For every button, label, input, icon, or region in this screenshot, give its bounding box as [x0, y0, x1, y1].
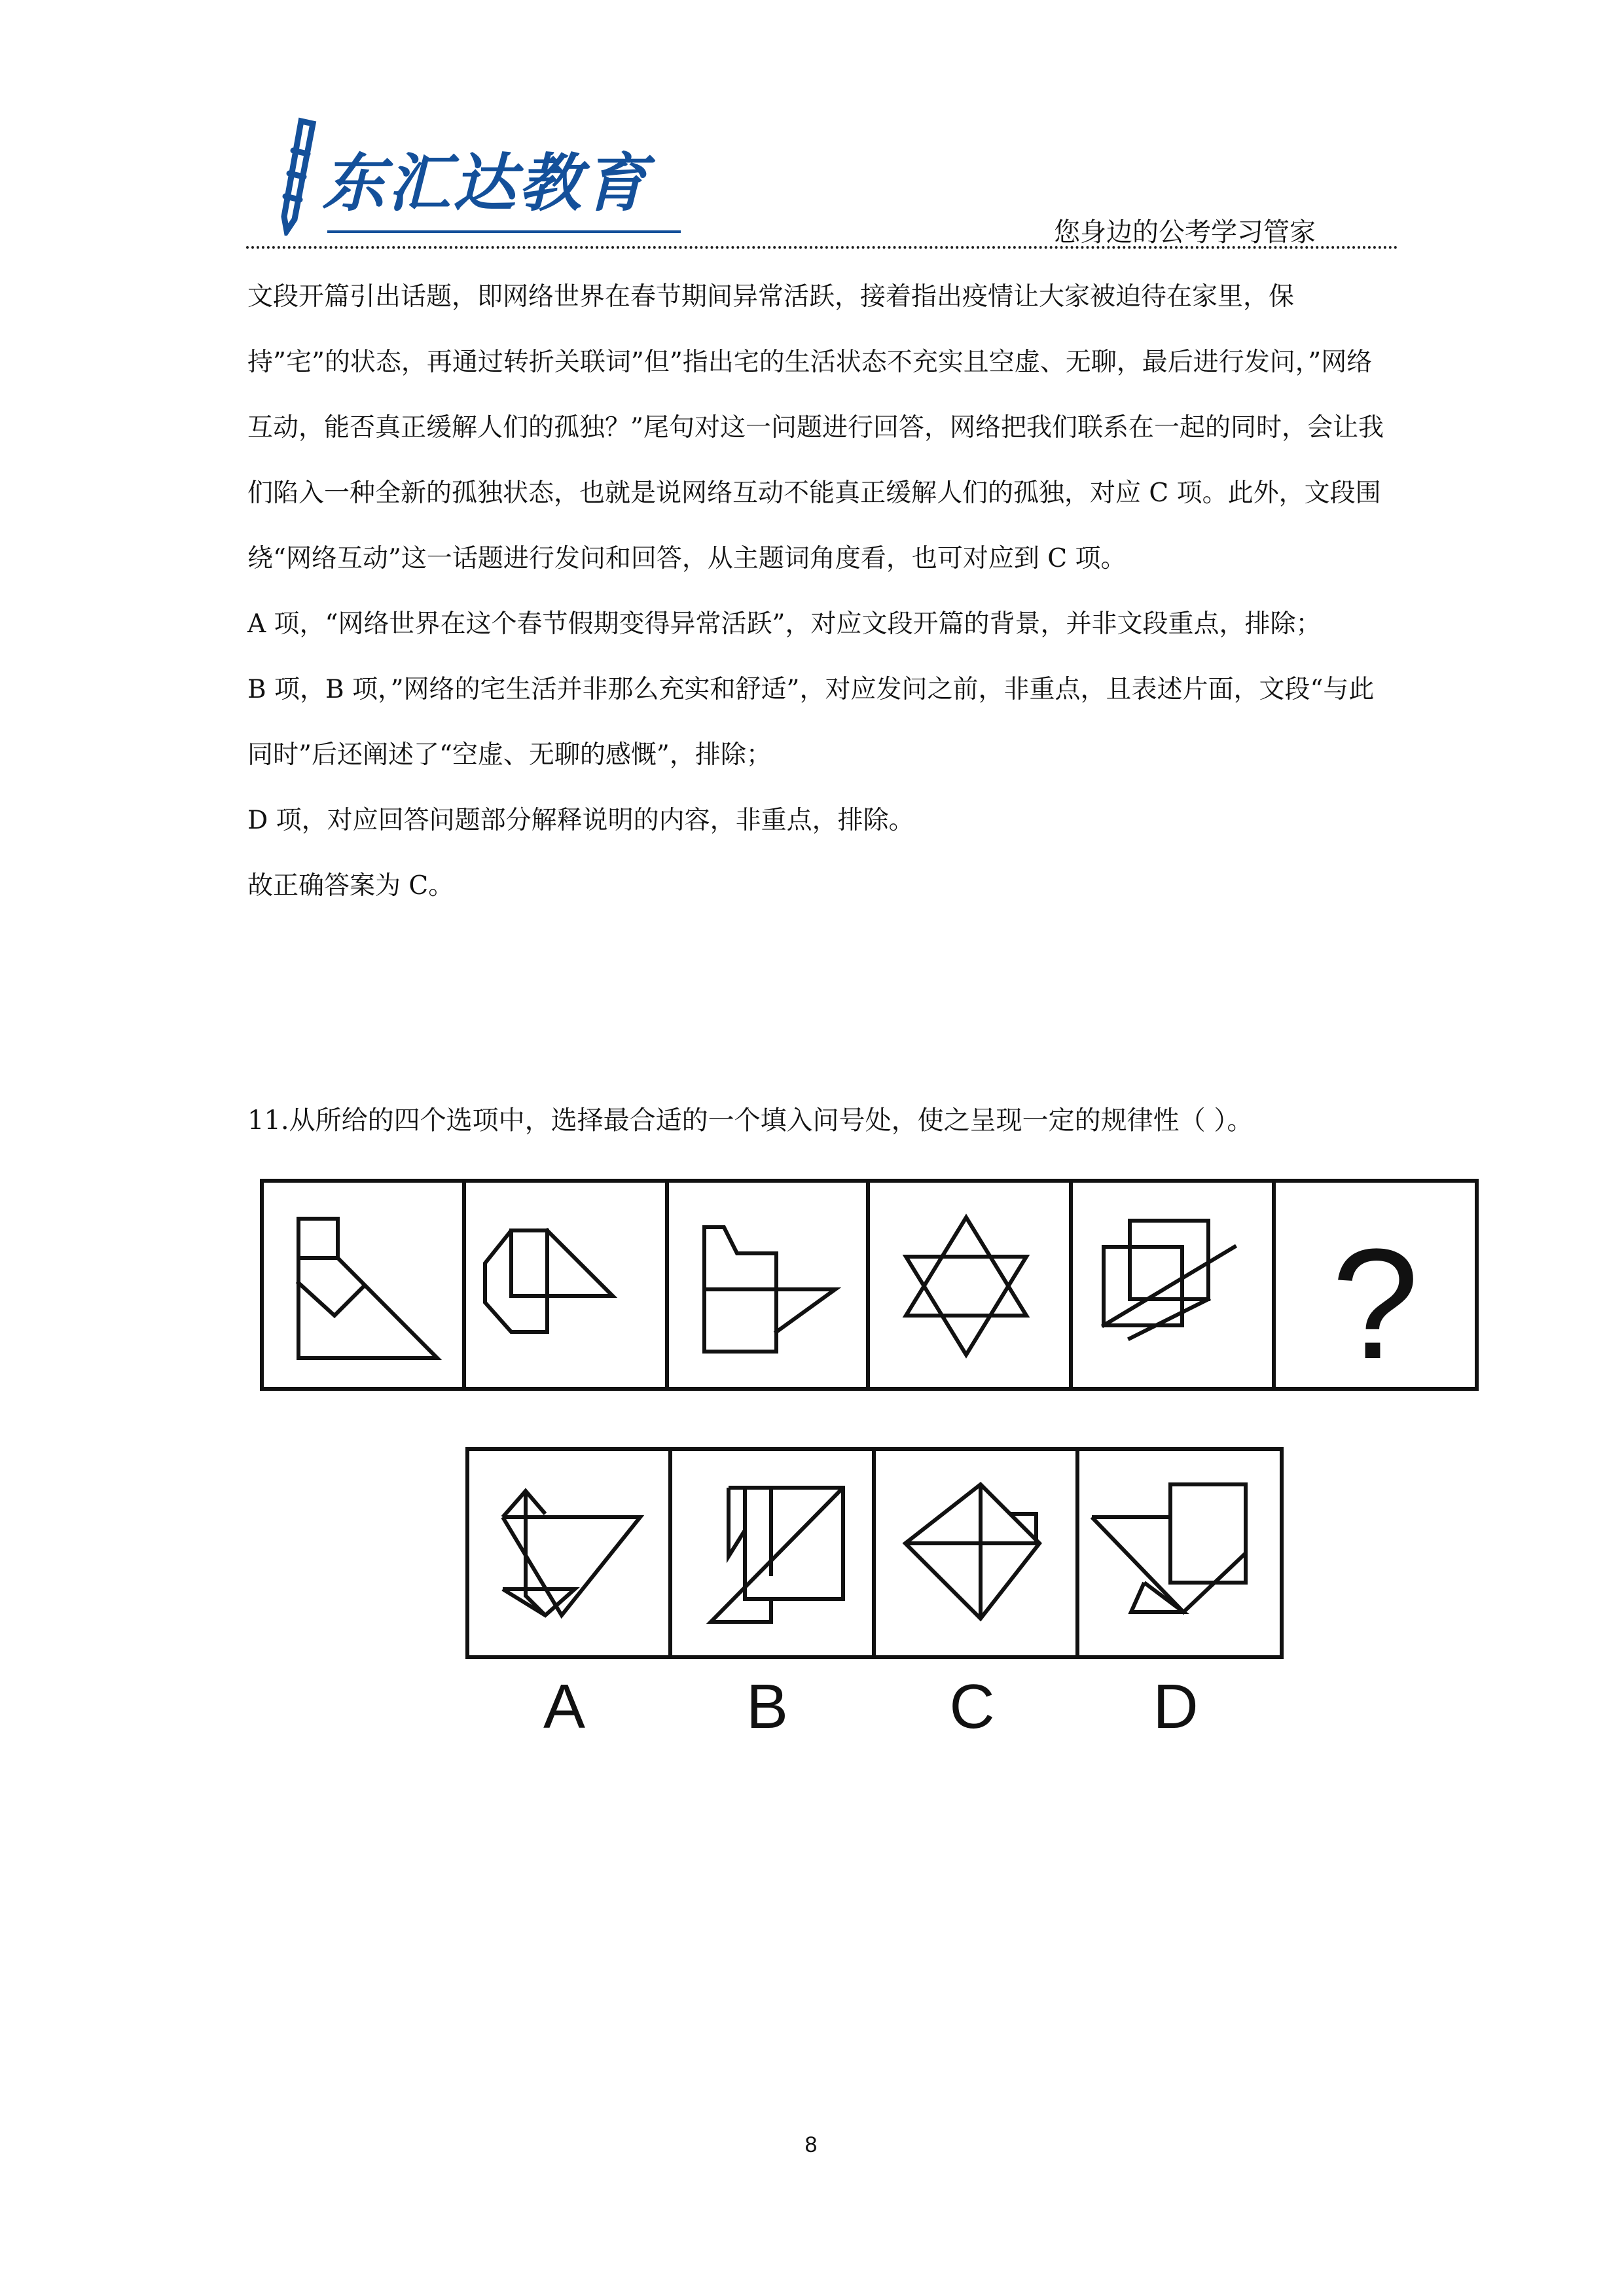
option-figure-d — [1092, 1484, 1246, 1612]
option-label-d: D — [1153, 1672, 1199, 1742]
option-label-b: B — [746, 1672, 789, 1742]
logo-text: 东汇达教育 — [322, 147, 649, 220]
analysis-paragraph-4: D 项，对应回答问题部分解释说明的内容，非重点，排除。 — [247, 806, 914, 835]
option-figure-b — [711, 1488, 843, 1622]
analysis-paragraph-5: 故正确答案为 C。 — [247, 871, 454, 901]
pencil-logo-icon — [275, 115, 321, 236]
analysis-paragraph-3: B 项，B 项，”网络的宅生活并非那么充实和舒适”，对应发问之前，非重点，且表述片面，文段“与此同时”后还阐述了“空虚、无聊的感慨”，排除； — [247, 675, 1375, 770]
figure-4 — [906, 1217, 1026, 1355]
logo-underline — [327, 230, 681, 233]
option-label-a: A — [543, 1672, 586, 1742]
figure-5 — [1104, 1221, 1235, 1338]
option-figure-a — [503, 1491, 640, 1615]
analysis-paragraph-1: 文段开篇引出话题，即网络世界在春节期间异常活跃，接着指出疫情让大家被迫待在家里，保持”宅”的状态，再通过转折关联词”但”指出宅的生活状态不充实且空虚、无聊，最后进行发问，”网络互动，能否真正缓解人们的孤独？”尾句对这一问题进行回答，网络把我们联系在一起的同时，会让我们陷入一种全新的孤独状态，也就是说网络互动不能真正缓解人们的孤独，对应 C 项。此外，文段围绕“网络互动”这一话题进行发问和回答，从主题词角度看，也可对应到 C 项。 — [247, 282, 1384, 573]
header-divider — [246, 246, 1398, 249]
analysis-paragraph-2: A 项，“网络世界在这个春节假期变得异常活跃”，对应文段开篇的背景，并非文段重点，排除； — [247, 609, 1322, 639]
header — [0, 0, 1624, 249]
question-text: 11.从所给的四个选项中，选择最合适的一个填入问号处，使之呈现一定的规律性（ ）。 — [247, 1105, 1254, 1136]
page-number: 8 — [804, 2132, 818, 2157]
figure-1 — [298, 1219, 437, 1358]
question-figure-row — [259, 1178, 1483, 1401]
header-tagline: 您身边的公考学习管家 — [1054, 217, 1316, 247]
option-label-c: C — [949, 1672, 995, 1742]
figure-3 — [704, 1227, 835, 1352]
figure-2 — [485, 1230, 613, 1332]
analysis-text — [247, 264, 1394, 919]
question-mark: ? — [1331, 1216, 1419, 1391]
option-figure-c — [905, 1484, 1039, 1619]
options-figure-row — [463, 1445, 1288, 1668]
